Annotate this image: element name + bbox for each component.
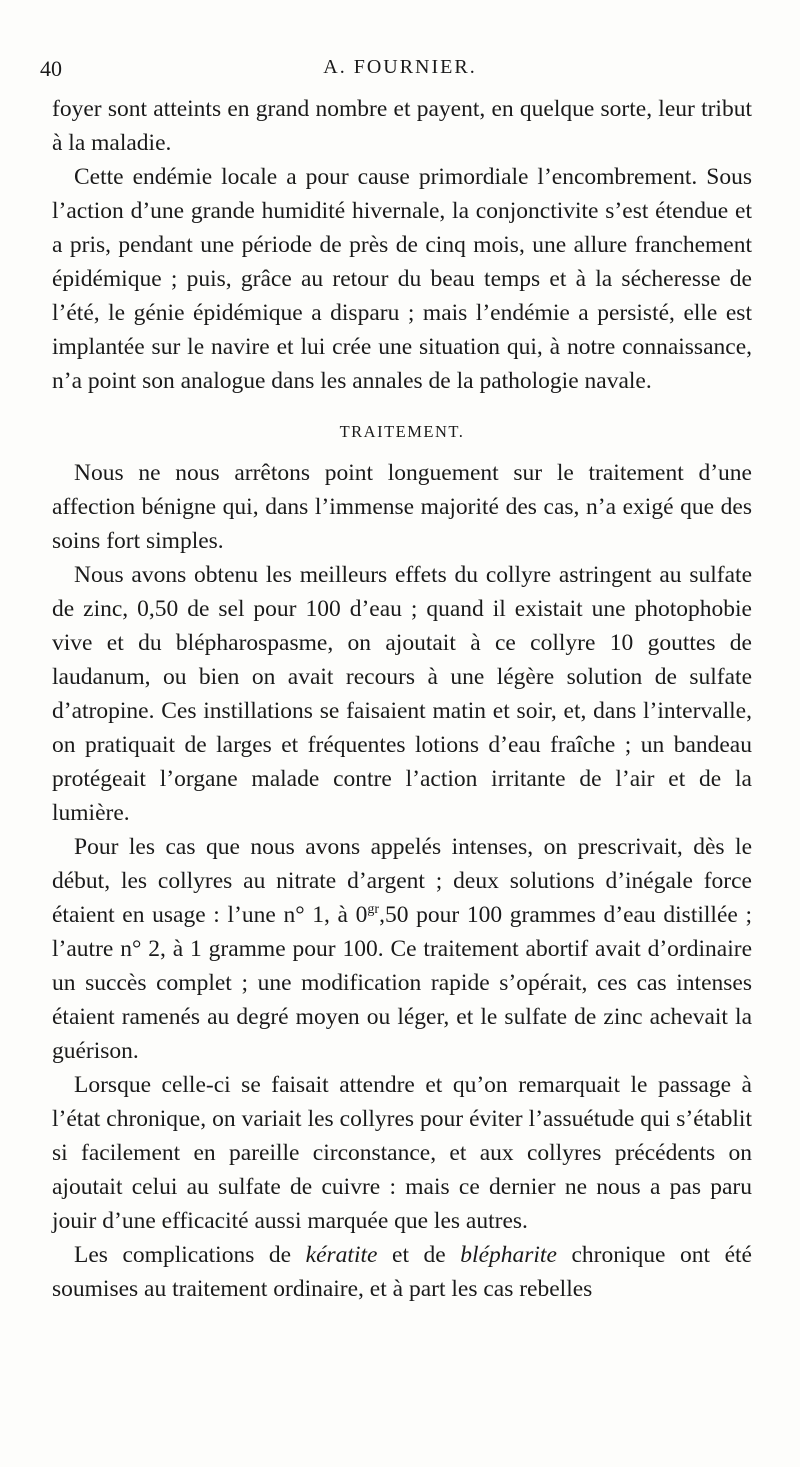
running-head: A. FOURNIER. xyxy=(323,56,477,78)
paragraph-complications xyxy=(52,1238,752,1306)
paragraph-nitrate-argent xyxy=(52,830,752,1068)
italic-term: kératite xyxy=(305,1242,378,1268)
paragraph-traitement-intro: Nous ne nous arrêtons point longuement sur le traitement d’une affection bénigne qui, dans l’immense majorité des cas, n’a exigé que des soins fort simples. xyxy=(52,460,752,554)
unit-superscript: gr xyxy=(367,902,380,918)
text-run: Les complications de xyxy=(74,1242,306,1268)
text-run: ,50 pour 100 grammes d’eau distillée ; l’autre n° 2, à 1 gramme pour 100. Ce traitement abortif avait d’ordinaire un succès complet ; une modification rapide s’opérait, ces cas intenses étaient ramenés au degré moyen ou léger, et le sulfate de zinc achevait la guérison. xyxy=(52,902,752,1064)
page-number: 40 xyxy=(40,56,62,81)
page-body xyxy=(52,92,752,1306)
text-run: et de xyxy=(377,1242,461,1268)
paragraph-endemie: Cette endémie locale a pour cause primordiale l’encombrement. Sous l’action d’une grande humidité hivernale, la conjonctivite s’est étendue et a pris, pendant une période de près de cinq mois, une allure franchement épidémique ; puis, grâce au retour du beau temps et à la sécheresse de l’été, le génie épidémique a disparu ; mais l’endémie a persisté, elle est implantée sur le navire et lui crée une situation qui, à notre connaissance, n’a point son analogue dans les annales de la pathologie navale. xyxy=(52,164,752,394)
section-title: TRAITEMENT. xyxy=(339,422,465,441)
page-header xyxy=(40,52,760,86)
paragraph-chronique: Lorsque celle-ci se faisait attendre et qu’on remarquait le passage à l’état chronique, on variait les collyres pour éviter l’assuétude qui s’établit si facilement en pareille circonstance, et aux collyres précédents on ajoutait celui au sulfate de cuivre : mais ce dernier ne nous a pas paru jouir d’une efficacité aussi marquée que les autres. xyxy=(52,1072,752,1234)
text-run: chronique ont été soumises au traitement ordinaire, et à part les cas rebelles xyxy=(52,1242,752,1302)
paragraph-collyre-zinc: Nous avons obtenu les meilleurs effets du collyre astringent au sulfate de zinc, 0,50 de sel pour 100 d’eau ; quand il existait une photophobie vive et du blépharospasme, on ajoutait à ce collyre 10 gouttes de laudanum, ou bien on avait recours à une légère solution de sulfate d’atropine. Ces instillations se faisaient matin et soir, et, dans l’intervalle, on pratiquait de larges et fréquentes lotions d’eau fraîche ; un bandeau protégeait l’organe malade contre l’action irritante de l’air et de la lumière. xyxy=(52,562,752,826)
text-run: Pour les cas que nous avons appelés intenses, on prescrivait, dès le début, les collyres au nitrate d’argent ; deux solutions d’inégale force étaient en usage : l’une n° 1, à 0 xyxy=(52,834,752,928)
paragraph-continued: foyer sont atteints en grand nombre et payent, en quelque sorte, leur tribut à la maladie. xyxy=(52,96,752,156)
italic-term: blépharite xyxy=(460,1242,557,1268)
